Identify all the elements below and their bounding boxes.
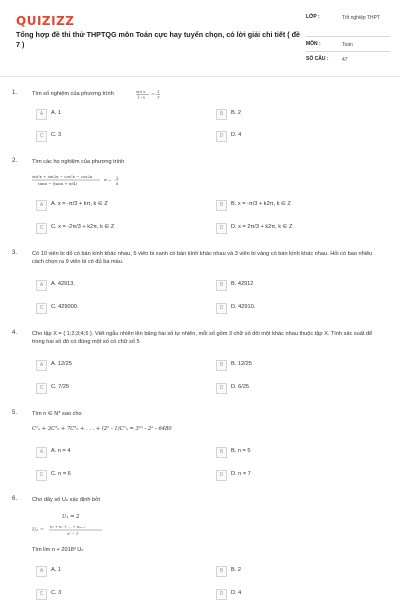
svg-text:sin²x + sin2x − cos²x − cos2x: sin²x + sin2x − cos²x − cos2x xyxy=(32,174,93,179)
option-text: D. 42910. xyxy=(231,304,256,310)
option-text: B. 2 xyxy=(231,110,241,116)
option-a[interactable] xyxy=(36,360,186,370)
option-letter: D xyxy=(216,223,227,234)
option-text: C. n = 6 xyxy=(51,471,71,477)
meta-value-count: 47 xyxy=(342,57,348,63)
option-text: B. 12/25 xyxy=(231,361,252,367)
option-letter: D xyxy=(216,470,227,481)
option-a[interactable] xyxy=(36,447,186,457)
meta-divider xyxy=(306,51,390,52)
question-text: Tìm số nghiệm của phương trình xyxy=(32,91,114,97)
option-c[interactable] xyxy=(36,131,186,141)
option-text: A. 42913. xyxy=(51,281,75,287)
question-text: Cho tập X = { 1;2;3;4;5 }. Viết ngẫu nhiên lên bảng hai số tự nhiên, mỗi số gồm 3 chữ số đôi một khác nhau thuộc tập X. Tính xác suất để trong hai số đó có đúng một số có chữ số 5 xyxy=(32,331,373,345)
option-letter: A xyxy=(36,566,47,577)
option-d[interactable] xyxy=(216,589,366,599)
option-a[interactable] xyxy=(36,200,186,210)
option-text: D. 4 xyxy=(231,132,242,138)
option-text: C. x = -2π/3 + k2π, k ∈ Z xyxy=(51,224,115,230)
option-letter: B xyxy=(216,280,227,291)
option-letter: C xyxy=(36,470,47,481)
option-b[interactable] xyxy=(216,566,366,576)
option-d[interactable] xyxy=(216,470,366,480)
option-a[interactable] xyxy=(36,109,186,119)
svg-text:3: 3 xyxy=(157,94,160,100)
svg-text:= −: = − xyxy=(104,178,112,184)
question-number: 4. xyxy=(12,330,18,336)
question-number: 2. xyxy=(12,158,18,164)
meta-divider xyxy=(306,36,390,37)
option-letter: A xyxy=(36,280,47,291)
option-text: C. 3 xyxy=(51,132,62,138)
option-text: A. 1 xyxy=(51,110,61,116)
equation: C¹ₙ + 3C²ₙ + 7C³ₙ + . . . + (2ⁿ - 1)Cⁿₙ = 3²ⁿ - 2ⁿ - 6480 xyxy=(32,426,172,432)
question-text: Cho dãy số Uₙ xác định bởi xyxy=(32,497,101,503)
option-letter: D xyxy=(216,303,227,314)
option-text: B. n = 5 xyxy=(231,448,251,454)
option-letter: B xyxy=(216,360,227,371)
option-letter: C xyxy=(36,589,47,600)
option-c[interactable] xyxy=(36,223,186,233)
option-b[interactable] xyxy=(216,109,366,119)
option-a[interactable] xyxy=(36,566,186,576)
svg-text:n₁ + n₂ + ... + nᵤₙ₋₁: n₁ + n₂ + ... + nᵤₙ₋₁ xyxy=(50,525,86,529)
option-letter: C xyxy=(36,303,47,314)
question-text: Có 10 viên bi đỏ có bán kính khác nhau, 5 viên bi xanh có bán kính khác nhau và 3 viên bi vàng có bán kính khác nhau. Hỏi có bao nhiêu cách chọn ra 9 viên bi có đủ ba màu. xyxy=(32,251,373,265)
meta-value-subject: Toán xyxy=(342,42,353,48)
equation-image xyxy=(136,88,166,100)
equation-image xyxy=(32,172,142,190)
option-text: A. n = 4 xyxy=(51,448,71,454)
svg-text:1: 1 xyxy=(116,175,119,180)
option-letter: D xyxy=(216,589,227,600)
question-number: 6. xyxy=(12,496,18,502)
option-c[interactable] xyxy=(36,470,186,480)
option-text: A. 12/25 xyxy=(51,361,72,367)
option-b[interactable] xyxy=(216,447,366,457)
svg-text:tanx − (tanx + π/4): tanx − (tanx + π/4) xyxy=(38,181,78,186)
svg-text:Uₙ =: Uₙ = xyxy=(32,527,45,533)
meta-value-grade: Tốt nghiệp THPT xyxy=(342,15,380,21)
option-text: A. x = -π/3 + kπ, k ∈ Z xyxy=(51,201,108,207)
option-letter: A xyxy=(36,200,47,211)
recurrence-equation xyxy=(32,522,132,538)
option-letter: C xyxy=(36,383,47,394)
option-text: C. 3 xyxy=(51,590,62,596)
option-text: B. x = -π/3 + k2π, k ∈ Z xyxy=(231,201,291,207)
svg-text:n² − 1: n² − 1 xyxy=(67,532,79,536)
question-number: 3. xyxy=(12,250,18,256)
svg-text:sin x: sin x xyxy=(136,89,146,94)
question-subtext: Tìm lim n + 2018³ Uₙ xyxy=(32,547,84,553)
meta-key-grade: LỚP : xyxy=(306,14,320,20)
option-letter: C xyxy=(36,223,47,234)
option-letter: D xyxy=(216,131,227,142)
option-d[interactable] xyxy=(216,131,366,141)
option-text: B. 2 xyxy=(231,567,241,573)
option-text: C. 7/25 xyxy=(51,384,70,390)
svg-text:=: = xyxy=(151,92,156,98)
option-letter: A xyxy=(36,360,47,371)
option-b[interactable] xyxy=(216,360,366,370)
option-b[interactable] xyxy=(216,200,366,210)
quizizz-logo: QUIZIZZ xyxy=(16,14,75,28)
option-c[interactable] xyxy=(36,589,186,599)
header-divider xyxy=(0,76,400,77)
option-letter: C xyxy=(36,131,47,142)
option-text: A. 1 xyxy=(51,567,61,573)
question-number: 1. xyxy=(12,90,18,96)
svg-text:8: 8 xyxy=(116,181,119,186)
svg-text:1: 1 xyxy=(157,89,160,94)
option-text: D. n = 7 xyxy=(231,471,251,477)
option-letter: A xyxy=(36,447,47,458)
option-c[interactable] xyxy=(36,303,186,313)
option-a[interactable] xyxy=(36,280,186,290)
option-text: D. x = 2π/3 + k2π, k ∈ Z xyxy=(231,224,293,230)
question-text: Tìm n ∈ N* sao cho xyxy=(32,411,82,417)
option-d[interactable] xyxy=(216,303,366,313)
option-letter: B xyxy=(216,109,227,120)
question-text: Tìm các họ nghiệm của phương trình xyxy=(32,159,125,165)
option-letter: D xyxy=(216,383,227,394)
option-letter: B xyxy=(216,566,227,577)
option-c[interactable] xyxy=(36,383,186,393)
option-text: C. 429000. xyxy=(51,304,79,310)
option-b[interactable] xyxy=(216,280,366,290)
option-text: B. 42912 xyxy=(231,281,254,287)
meta-key-subject: MÔN : xyxy=(306,41,321,47)
option-letter: A xyxy=(36,109,47,120)
equation-initial: U₁ = 2 xyxy=(62,514,80,520)
page-header xyxy=(0,0,400,72)
document-title: Tổng hợp đề thi thử THPTQG môn Toán cực hay tuyển chọn, có lời giải chi tiết ( đề 7 ) xyxy=(16,30,301,49)
option-text: D. 4 xyxy=(231,590,242,596)
option-letter: B xyxy=(216,200,227,211)
option-text: D. 6/25 xyxy=(231,384,250,390)
option-d[interactable] xyxy=(216,383,366,393)
svg-text:1−x: 1−x xyxy=(137,94,146,100)
option-letter: B xyxy=(216,447,227,458)
question-number: 5. xyxy=(12,410,18,416)
option-d[interactable] xyxy=(216,223,366,233)
meta-key-count: SỐ CÂU : xyxy=(306,56,329,62)
